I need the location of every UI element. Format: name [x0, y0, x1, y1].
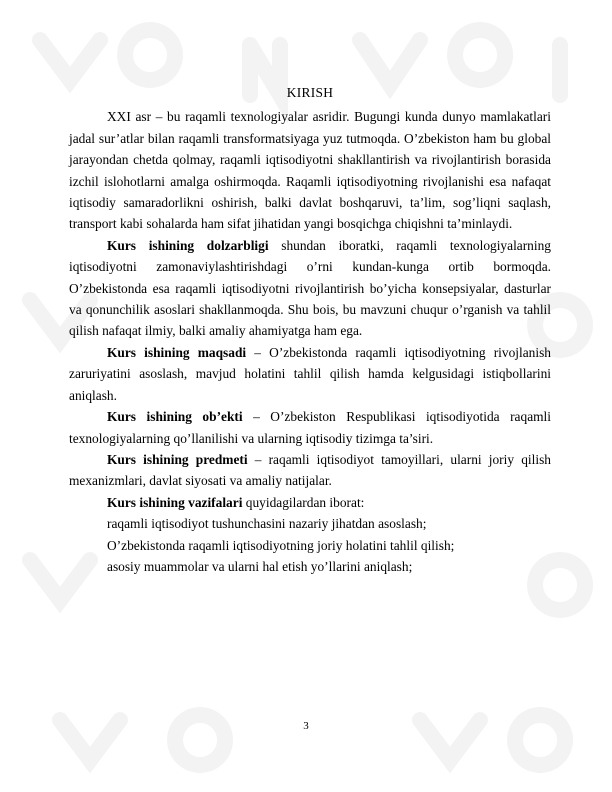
- paragraph-intro: [69, 106, 551, 234]
- paragraph-object: [69, 406, 551, 449]
- paragraph-object-text: – O’zbekiston Respublikasi iqtisodiyotida raqamli texnologiyalarning qo’llanilishi va ularning iqtisodiy tizimga ta’siri.: [69, 409, 551, 446]
- paragraph-subject-text: – raqamli iqtisodiyot tamoyillari, ularni joriy qilish mexanizmlari, davlat siyosati va amaliy natijalar.: [69, 451, 551, 489]
- task-item: O’zbekistonda raqamli iqtisodiyotning joriy holatini tahlil qilish;: [107, 537, 455, 553]
- paragraph-relevance: [69, 235, 551, 342]
- tasks-heading-lead: Kurs ishining vazifalari: [107, 494, 243, 510]
- paragraph-intro-text: XXI asr – bu raqamli texnologiyalar asridir. Bugungi kunda dunyo mamlakatlari jadal sur’atlar bilan raqamli transformatsiyaga yuz tutmoqda. O’zbekiston ham bu global jarayondan chetda qolmay, raqamli iqtisodiyotni shakllantirish va rivojlantirish borasida izchil islohotlarni amalga oshirmoqda. Raqamli iqtisodiyotning rivojlanishi esa nafaqat iqtisodiy samaradorlikni oshirish, balki davlat boshqaruvi, ta’lim, sog’liqni saqlash, transport kabi sohalarda ham sifat jihatidan yangi bosqichga chiqishni ta’minlaydi.: [69, 109, 551, 232]
- page-title: KIRISH: [286, 85, 334, 100]
- paragraph-object-lead: Kurs ishining ob’ekti: [107, 409, 243, 425]
- paragraph-subject-lead: Kurs ishining predmeti: [107, 451, 248, 467]
- paragraph-goal-lead: Kurs ishining maqsadi: [107, 344, 247, 360]
- paragraph-goal-text: – O’zbekistonda raqamli iqtisodiyotning rivojlanish zaruriyatini asoslash, mavjud holatini tahlil qilish hamda kelgusidagi istiqbollarini aniqlash.: [69, 344, 551, 403]
- paragraph-relevance-text: shundan iboratki, raqamli texnologiyalarning iqtisodiyotni zamonaviylashtirishdagi o’rni kundan-kunga ortib bormoqda. O’zbekistonda esa raqamli iqtisodiyotni rivojlantirish bo’yicha konsepsiyalar, dasturlar va qonunchilik asoslari shakllanmoqda. Shu bois, bu mavzuni chuqur o’rganish va tahlil qilish nafaqat ilmiy, balki amaliy ahamiyatga ham ega.: [69, 237, 551, 339]
- paragraph-relevance-lead: Kurs ishining dolzarbligi: [107, 237, 269, 253]
- tasks-heading-text: quyidagilardan iborat:: [242, 494, 365, 510]
- task-item: asosiy muammolar va ularni hal etish yo’llarini aniqlash;: [107, 558, 413, 574]
- tasks-heading: [69, 492, 551, 513]
- task-item: raqamli iqtisodiyot tushunchasini nazariy jihatdan asoslash;: [107, 516, 427, 532]
- document-body: [69, 82, 551, 577]
- paragraph-goal: [69, 342, 551, 406]
- paragraph-subject: [69, 449, 551, 492]
- page-number: 3: [303, 720, 309, 732]
